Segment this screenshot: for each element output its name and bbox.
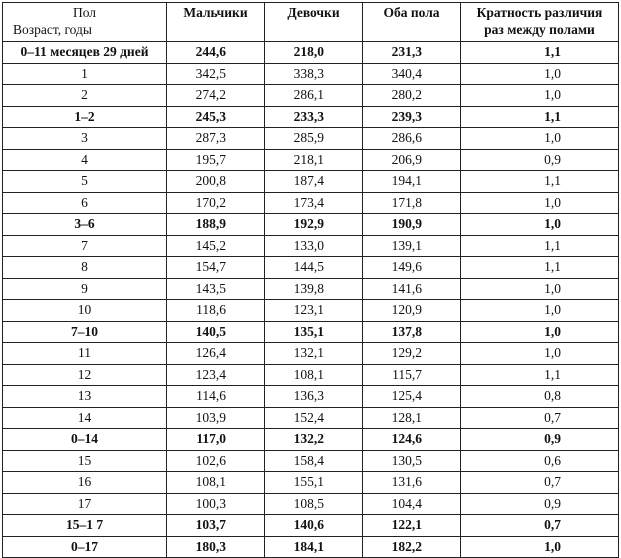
header-sex-label: Пол xyxy=(72,5,97,20)
row-boys-value: 180,3 xyxy=(167,536,265,558)
row-both-value: 239,3 xyxy=(363,106,461,128)
row-age-label: 2 xyxy=(3,85,167,107)
table-row xyxy=(3,515,619,537)
table-body xyxy=(3,42,619,558)
row-ratio-value: 0,9 xyxy=(461,429,619,451)
table-row xyxy=(3,493,619,515)
row-girls-value: 218,0 xyxy=(265,42,363,64)
row-girls-value: 155,1 xyxy=(265,472,363,494)
table-row xyxy=(3,300,619,322)
row-ratio-value: 1,0 xyxy=(461,63,619,85)
row-ratio-value: 1,1 xyxy=(461,364,619,386)
row-both-value: 190,9 xyxy=(363,214,461,236)
row-ratio-value: 0,7 xyxy=(461,407,619,429)
row-ratio-value: 1,1 xyxy=(461,257,619,279)
row-both-value: 340,4 xyxy=(363,63,461,85)
row-age-label: 17 xyxy=(3,493,167,515)
row-boys-value: 145,2 xyxy=(167,235,265,257)
table-row xyxy=(3,149,619,171)
header-age-label: Возраст, годы xyxy=(13,22,92,37)
row-both-value: 149,6 xyxy=(363,257,461,279)
row-girls-value: 218,1 xyxy=(265,149,363,171)
row-girls-value: 108,5 xyxy=(265,493,363,515)
row-boys-value: 274,2 xyxy=(167,85,265,107)
row-age-label: 7 xyxy=(3,235,167,257)
row-both-value: 115,7 xyxy=(363,364,461,386)
row-boys-value: 154,7 xyxy=(167,257,265,279)
row-ratio-value: 0,7 xyxy=(461,472,619,494)
table-row xyxy=(3,85,619,107)
row-ratio-value: 1,1 xyxy=(461,106,619,128)
row-age-label: 3 xyxy=(3,128,167,150)
row-boys-value: 103,9 xyxy=(167,407,265,429)
row-girls-value: 139,8 xyxy=(265,278,363,300)
row-age-label: 6 xyxy=(3,192,167,214)
row-boys-value: 170,2 xyxy=(167,192,265,214)
row-boys-value: 102,6 xyxy=(167,450,265,472)
row-age-label: 11 xyxy=(3,343,167,365)
row-ratio-value: 1,0 xyxy=(461,128,619,150)
row-girls-value: 184,1 xyxy=(265,536,363,558)
row-girls-value: 338,3 xyxy=(265,63,363,85)
header-boys: Мальчики xyxy=(167,3,265,42)
row-both-value: 206,9 xyxy=(363,149,461,171)
row-girls-value: 136,3 xyxy=(265,386,363,408)
row-age-label: 9 xyxy=(3,278,167,300)
row-both-value: 231,3 xyxy=(363,42,461,64)
row-age-label: 0–14 xyxy=(3,429,167,451)
row-age-label: 15–1 7 xyxy=(3,515,167,537)
table-row xyxy=(3,278,619,300)
header-ratio xyxy=(461,3,619,42)
table-row xyxy=(3,214,619,236)
row-boys-value: 140,5 xyxy=(167,321,265,343)
table-row xyxy=(3,42,619,64)
row-both-value: 125,4 xyxy=(363,386,461,408)
row-ratio-value: 1,0 xyxy=(461,85,619,107)
row-age-label: 3–6 xyxy=(3,214,167,236)
header-girls: Девочки xyxy=(265,3,363,42)
row-boys-value: 114,6 xyxy=(167,386,265,408)
row-girls-value: 187,4 xyxy=(265,171,363,193)
row-girls-value: 192,9 xyxy=(265,214,363,236)
table-row xyxy=(3,407,619,429)
table-row xyxy=(3,343,619,365)
row-both-value: 122,1 xyxy=(363,515,461,537)
row-both-value: 141,6 xyxy=(363,278,461,300)
row-boys-value: 117,0 xyxy=(167,429,265,451)
row-girls-value: 132,2 xyxy=(265,429,363,451)
row-girls-value: 140,6 xyxy=(265,515,363,537)
row-ratio-value: 1,0 xyxy=(461,278,619,300)
row-girls-value: 158,4 xyxy=(265,450,363,472)
row-girls-value: 286,1 xyxy=(265,85,363,107)
row-ratio-value: 1,0 xyxy=(461,321,619,343)
row-age-label: 5 xyxy=(3,171,167,193)
row-age-label: 8 xyxy=(3,257,167,279)
row-boys-value: 342,5 xyxy=(167,63,265,85)
table-row xyxy=(3,536,619,558)
row-both-value: 137,8 xyxy=(363,321,461,343)
table-row xyxy=(3,192,619,214)
table-row xyxy=(3,257,619,279)
table-row xyxy=(3,106,619,128)
row-both-value: 124,6 xyxy=(363,429,461,451)
row-girls-value: 285,9 xyxy=(265,128,363,150)
row-boys-value: 143,5 xyxy=(167,278,265,300)
row-girls-value: 132,1 xyxy=(265,343,363,365)
table-row xyxy=(3,171,619,193)
row-age-label: 15 xyxy=(3,450,167,472)
table-row xyxy=(3,63,619,85)
row-boys-value: 108,1 xyxy=(167,472,265,494)
row-both-value: 129,2 xyxy=(363,343,461,365)
table-row xyxy=(3,472,619,494)
header-ratio-line2: раз между полами xyxy=(484,22,595,37)
header-age-sex xyxy=(3,3,167,42)
row-boys-value: 188,9 xyxy=(167,214,265,236)
row-ratio-value: 0,9 xyxy=(461,493,619,515)
row-boys-value: 118,6 xyxy=(167,300,265,322)
row-boys-value: 126,4 xyxy=(167,343,265,365)
table-row xyxy=(3,128,619,150)
table-row xyxy=(3,321,619,343)
row-girls-value: 144,5 xyxy=(265,257,363,279)
row-boys-value: 103,7 xyxy=(167,515,265,537)
row-ratio-value: 1,1 xyxy=(461,171,619,193)
row-both-value: 286,6 xyxy=(363,128,461,150)
table-row xyxy=(3,364,619,386)
row-both-value: 171,8 xyxy=(363,192,461,214)
row-age-label: 7–10 xyxy=(3,321,167,343)
row-both-value: 104,4 xyxy=(363,493,461,515)
row-ratio-value: 0,8 xyxy=(461,386,619,408)
data-table xyxy=(2,2,619,558)
row-both-value: 130,5 xyxy=(363,450,461,472)
row-girls-value: 108,1 xyxy=(265,364,363,386)
row-both-value: 182,2 xyxy=(363,536,461,558)
row-both-value: 280,2 xyxy=(363,85,461,107)
row-girls-value: 152,4 xyxy=(265,407,363,429)
header-row xyxy=(3,3,619,42)
row-ratio-value: 1,0 xyxy=(461,214,619,236)
row-age-label: 13 xyxy=(3,386,167,408)
row-ratio-value: 0,9 xyxy=(461,149,619,171)
row-age-label: 10 xyxy=(3,300,167,322)
row-both-value: 120,9 xyxy=(363,300,461,322)
row-ratio-value: 0,7 xyxy=(461,515,619,537)
row-ratio-value: 1,0 xyxy=(461,536,619,558)
table-row xyxy=(3,450,619,472)
row-age-label: 12 xyxy=(3,364,167,386)
row-ratio-value: 1,0 xyxy=(461,192,619,214)
row-girls-value: 233,3 xyxy=(265,106,363,128)
table-row xyxy=(3,429,619,451)
row-age-label: 0–11 месяцев 29 дней xyxy=(3,42,167,64)
row-ratio-value: 0,6 xyxy=(461,450,619,472)
row-age-label: 1–2 xyxy=(3,106,167,128)
row-age-label: 16 xyxy=(3,472,167,494)
row-both-value: 194,1 xyxy=(363,171,461,193)
row-both-value: 139,1 xyxy=(363,235,461,257)
row-boys-value: 195,7 xyxy=(167,149,265,171)
row-girls-value: 173,4 xyxy=(265,192,363,214)
header-both: Оба пола xyxy=(363,3,461,42)
row-age-label: 4 xyxy=(3,149,167,171)
row-boys-value: 123,4 xyxy=(167,364,265,386)
row-boys-value: 200,8 xyxy=(167,171,265,193)
row-ratio-value: 1,1 xyxy=(461,235,619,257)
row-ratio-value: 1,0 xyxy=(461,300,619,322)
table-row xyxy=(3,235,619,257)
row-boys-value: 100,3 xyxy=(167,493,265,515)
row-age-label: 14 xyxy=(3,407,167,429)
row-boys-value: 245,3 xyxy=(167,106,265,128)
row-both-value: 131,6 xyxy=(363,472,461,494)
table-row xyxy=(3,386,619,408)
row-boys-value: 244,6 xyxy=(167,42,265,64)
row-ratio-value: 1,1 xyxy=(461,42,619,64)
header-ratio-line1: Кратность различия xyxy=(476,5,603,20)
row-girls-value: 133,0 xyxy=(265,235,363,257)
row-both-value: 128,1 xyxy=(363,407,461,429)
row-ratio-value: 1,0 xyxy=(461,343,619,365)
row-age-label: 0–17 xyxy=(3,536,167,558)
row-girls-value: 135,1 xyxy=(265,321,363,343)
row-girls-value: 123,1 xyxy=(265,300,363,322)
row-boys-value: 287,3 xyxy=(167,128,265,150)
row-age-label: 1 xyxy=(3,63,167,85)
